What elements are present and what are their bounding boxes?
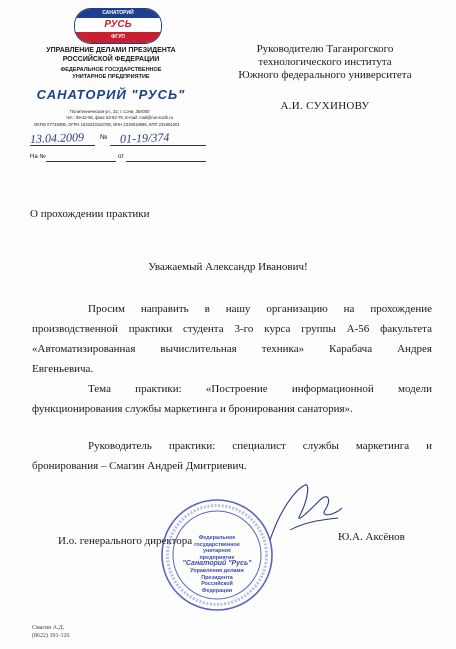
executor-phone: (8622) 391-126	[32, 633, 70, 639]
logo-brand-text: РУСЬ	[104, 19, 132, 30]
paragraph-supervisor: Руководитель практики: специалист службы маркетинга и бронирования – Смагин Андрей Дмитриевич.	[32, 440, 432, 472]
signatory-position: И.о. генерального директора	[58, 535, 193, 547]
addressee-line-3: Южного федерального университета	[238, 69, 412, 81]
addressee-line-1: Руководителю Таганрогского	[256, 43, 394, 55]
paragraph-request: Просим направить в нашу организацию на прохождение производственной практики студента 3-го курса группы А-56 факультета «Автоматизированная вычислительная техника» Карабача Андрея Евгеньевича.	[32, 303, 432, 375]
letterhead-administration: УПРАВЛЕНИЕ ДЕЛАМИ ПРЕЗИДЕНТА РОССИЙСКОЙ ФЕДЕРАЦИИ	[46, 47, 176, 63]
reference-number-label: На №	[30, 154, 46, 160]
letterhead-organization-type: ФЕДЕРАЛЬНОЕ ГОСУДАРСТВЕННОЕ УНИТАРНОЕ ПРЕДПРИЯТИЕ	[60, 67, 162, 80]
signatory-name: Ю.А. Аксёнов	[338, 531, 405, 543]
date-underline	[30, 145, 95, 146]
stamp-text: Федеральное государственное унитарное предприятие "Санаторий "Русь" Управления делами Президента Российской Федерации	[182, 535, 252, 594]
letterhead-brand: САНАТОРИЙ "РУСЬ"	[36, 87, 186, 102]
reference-date-label: от	[118, 154, 124, 160]
paragraph-topic: Тема практики: «Построение информационной модели функционирования службы маркетинга и бронирования санатория».	[32, 383, 432, 415]
executor-name: Смагин А.Д.	[32, 625, 65, 631]
outgoing-date: 13.04.2009	[29, 130, 85, 146]
outgoing-number-label: №	[100, 134, 108, 141]
sanatorium-logo	[74, 8, 162, 44]
letter-subject: О прохождении практики	[30, 208, 150, 220]
addressee-name: А.И. СУХИНОВУ	[280, 100, 370, 112]
logo-bottom-text: ФГУП	[111, 34, 125, 40]
logo-top-text: САНАТОРИЙ	[102, 10, 134, 16]
outgoing-number: 01-19/374	[119, 130, 170, 146]
reference-date-line	[126, 161, 206, 162]
addressee-line-2: технологического института	[258, 56, 392, 68]
reference-number-line	[46, 161, 116, 162]
letterhead-address: Политехническая ул., 22, г. Сочи, 354000	[70, 109, 150, 114]
letterhead-requisites: ОКПО 07749306, ОГРН 1032310162780, ИНН 2319019596, КПП 231901001	[34, 122, 180, 127]
number-underline	[110, 145, 206, 146]
salutation: Уважаемый Александр Иванович!	[148, 261, 308, 273]
letterhead-contacts: тел.: 99-42-06, факс 53-52-79, E-mail: mail@rus-sochi.ru	[66, 115, 174, 120]
